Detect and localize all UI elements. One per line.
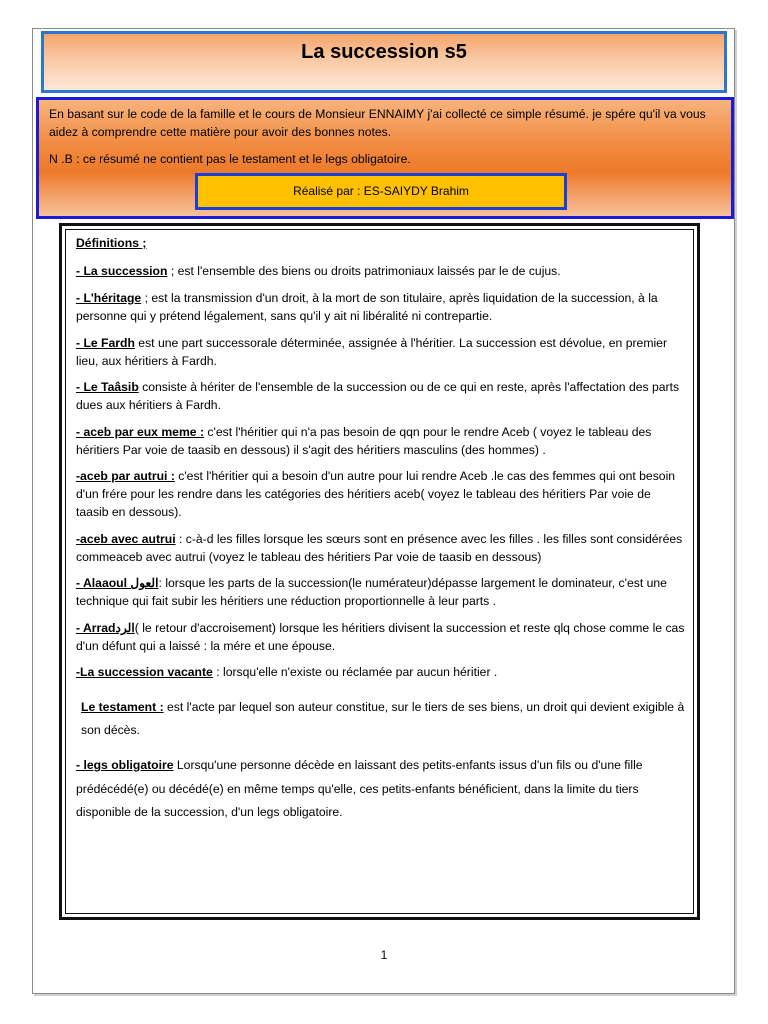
definition-item (81, 696, 685, 742)
definition-term: - L'héritage (76, 291, 142, 305)
definition-text: c'est l'héritier qui a besoin d'un autre pour lui rendre Aceb .le cas des femmes qui ont besoin d'un frére pour les rendre dans les catégories des héritiers aceb( voyez le tableau des héritiers Par voie de taasib en dessous). (76, 469, 676, 519)
intro-paragraph: En basant sur le code de la famille et le cours de Monsieur ENNAIMY j'ai collecté ce simple résumé. je spére qu'il va vous aidez à comprendre cette matière pour avoir des bonnes notes. (49, 107, 706, 139)
definition-text: ( le retour d'accroisement) lorsque les héritiers divisent la succession et reste qlq chose comme le cas d'un défunt qui a laissé : la mére et une épouse. (76, 621, 685, 653)
author-box: Réalisé par : ES-SAIYDY Brahim (195, 173, 567, 210)
definition-term: -aceb par autrui : (76, 469, 175, 483)
definition-text: : c-à-d les filles lorsque les sœurs sont en présence avec les filles . les filles sont considérées commeaceb avec autrui (voyez le tableau des héritiers Par voie de taasib en dessous) (76, 532, 683, 564)
definition-text: c'est l'héritier qui n'a pas besoin de qqn pour le rendre Aceb ( voyez le tableau des héritiers Par voie de taasib en dessous) il s'agit des héritiers masculins (des hommes) . (76, 425, 652, 457)
definition-term: - aceb par eux meme : (76, 425, 205, 439)
definition-item (76, 378, 685, 414)
title-box (41, 31, 727, 93)
definition-text: est une part successorale déterminée, assignée à l'héritier. La succession est dévolue, en premier lieu, aux héritiers à Fardh. (76, 336, 668, 368)
definition-term: -aceb avec autrui (76, 532, 176, 546)
definition-text: ; est l'ensemble des biens ou droits patrimoniaux laissés par le de cujus. (167, 264, 561, 278)
definition-text: consiste à hériter de l'ensemble de la succession ou de ce qui en reste, après l'affectation des parts dues aux héritiers à Fardh. (76, 380, 680, 412)
definition-text: : lorsqu'elle n'existe ou réclamée par aucun héritier . (212, 665, 498, 679)
definition-item (76, 574, 685, 610)
definition-item (76, 754, 685, 825)
definition-term: Le testament : (81, 700, 164, 714)
definition-item (76, 530, 685, 566)
page-number: 1 (380, 948, 388, 962)
definition-text: Lorsqu'une personne décède en laissant des petits-enfants issus d'un fils ou d'une fille prédécédé(e) ou décédé(e) en même temps qu'elle, ces petits-enfants bénéficient, dans la limite du tiers disponible de la succession, d'un legs obligatoire. (76, 758, 643, 819)
definition-term: - legs obligatoire (76, 758, 174, 772)
definition-term: - Le Fardh (76, 336, 135, 350)
definition-term: -La succession vacante (76, 665, 213, 679)
definition-item (76, 262, 685, 280)
definition-term: - Le Taâsib (76, 380, 139, 394)
definition-text: est l'acte par lequel son auteur constitue, sur le tiers de ses biens, un droit qui devient exigible à son décès. (81, 700, 685, 737)
content-frame (59, 223, 700, 920)
definition-item (76, 334, 685, 370)
definition-item (76, 423, 685, 459)
definition-item (76, 619, 685, 655)
definition-term: - La succession (76, 264, 168, 278)
intro-box (36, 97, 734, 219)
definition-text: ; est la transmission d'un droit, à la mort de son titulaire, après liquidation de la succession, à la personne qui y prétend légalement, sans qu'il y ait ni libéralité ni contrepartie. (76, 291, 658, 323)
definition-item (76, 289, 685, 325)
definition-text: : lorsque les parts de la succession(le numérateur)dépasse largement le dominateur, c'est une technique qui fait subir les héritiers une réduction proportionnelle à leur parts . (76, 576, 667, 608)
intro-note: N .B : ce résumé ne contient pas le testament et le legs obligatoire. (49, 152, 411, 166)
definition-item (76, 467, 685, 521)
definitions-heading: Définitions ; (76, 236, 147, 250)
definition-item (76, 663, 685, 681)
definition-term: - Arradالرد (76, 621, 135, 635)
definition-term: - Alaaoul العول (76, 576, 159, 590)
content-inner (65, 229, 694, 914)
document-title: La succession s5 (301, 41, 467, 63)
